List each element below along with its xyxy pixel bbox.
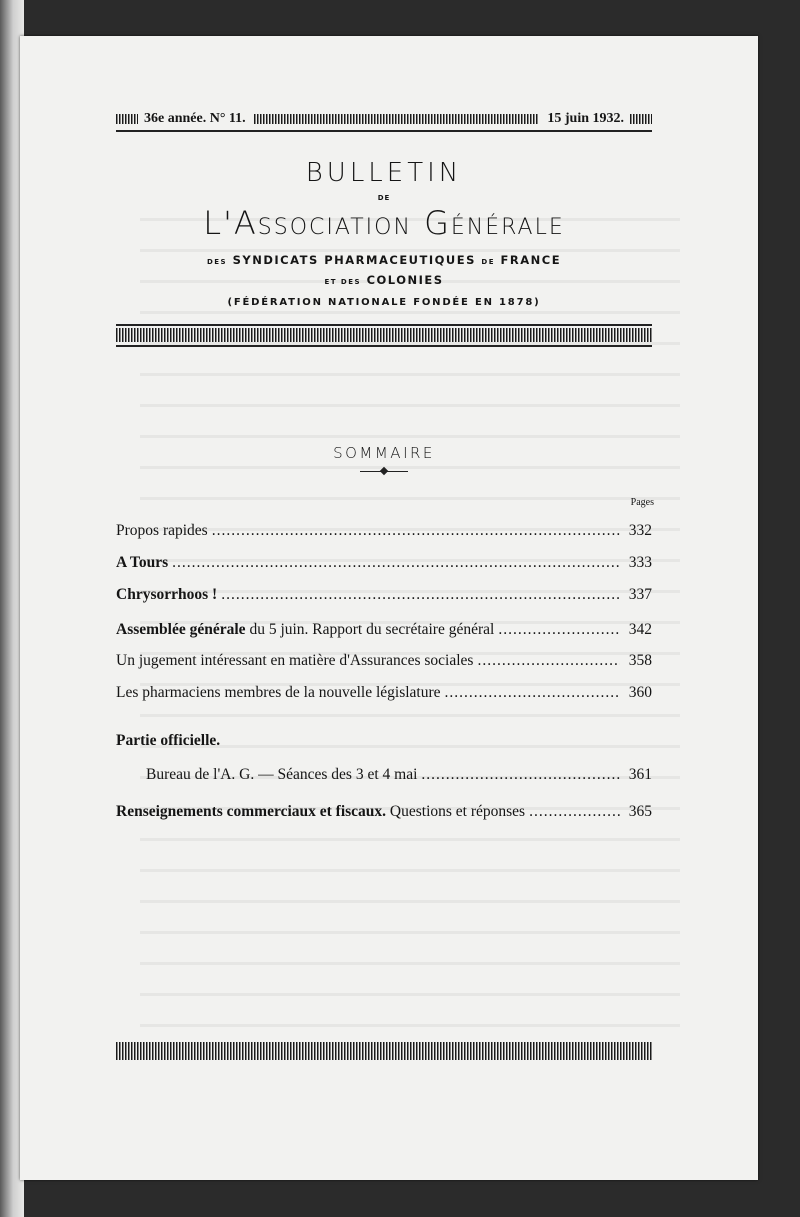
title-de: DE: [377, 194, 391, 202]
toc-entry-bold: A Tours: [116, 554, 169, 571]
toc-leader-dots: [529, 803, 620, 821]
toc-entry[interactable]: [116, 803, 652, 825]
toc-entry[interactable]: [116, 586, 652, 608]
title-france: FRANCE: [500, 253, 562, 267]
toc-entry-text: du 5 juin. Rapport du secrétaire général: [245, 621, 495, 638]
title-colonies-line: [116, 273, 652, 287]
title-federation: (FÉDÉRATION NATIONALE FONDÉE EN 1878): [227, 297, 541, 308]
toc-entry-bold: Partie officielle.: [116, 732, 221, 749]
toc-entry[interactable]: [116, 522, 652, 544]
decorative-bar-bottom: [116, 1042, 652, 1060]
header-bar-right: [630, 114, 652, 124]
title-bulletin: BULLETIN: [305, 158, 463, 188]
toc-entry[interactable]: [116, 684, 652, 706]
toc-entry-text: Questions et réponses: [386, 803, 526, 820]
toc-entry-text: Les pharmaciens membres de la nouvelle législature: [116, 684, 441, 701]
sommaire-heading: SOMMAIRE: [333, 444, 435, 462]
toc-leader-dots: [421, 766, 620, 784]
toc-page-number: 358: [628, 652, 652, 669]
toc-entry[interactable]: [116, 621, 652, 643]
title-rule: [116, 324, 652, 326]
pages-column-label: Pages: [630, 497, 654, 508]
toc-entry-text: Propos rapides: [116, 522, 208, 539]
toc-leader-dots: [221, 586, 620, 604]
title-syndicats-text: SYNDICATS PHARMACEUTIQUES: [232, 253, 476, 267]
title-colonies: COLONIES: [366, 273, 444, 287]
toc-page-number: 333: [628, 554, 652, 571]
title-des: DES: [206, 258, 228, 266]
toc-entry-text: Un jugement intéressant en matière d'Assurances sociales: [116, 652, 474, 669]
title-et-des: ET DES: [324, 278, 362, 286]
header-bar-left: [116, 114, 138, 124]
toc-page-number: 361: [628, 766, 652, 783]
issue-header: [116, 110, 652, 128]
decorative-bar-top: [116, 328, 652, 342]
toc-entry-bold: Renseignements commerciaux et fiscaux.: [116, 803, 387, 820]
toc-entry-text: Bureau de l'A. G. — Séances des 3 et 4 mai: [146, 766, 418, 783]
toc-leader-dots: [172, 554, 620, 572]
toc-page-number: 332: [628, 522, 652, 539]
header-bar-middle: [254, 114, 540, 124]
toc-page-number: 337: [628, 586, 652, 603]
issue-number: 36e année. N° 11.: [144, 111, 246, 126]
title-de-2: DE: [481, 258, 496, 266]
title-syndicats: [116, 253, 652, 267]
toc-leader-dots: [498, 621, 620, 639]
toc-section-heading[interactable]: [116, 732, 652, 754]
toc-page-number: 342: [628, 621, 652, 638]
toc-entry[interactable]: [116, 652, 652, 674]
toc-entry[interactable]: [146, 766, 652, 788]
toc-entry-bold: Assemblée générale: [116, 621, 246, 638]
toc-entry-bold: Chrysorrhoos !: [116, 586, 218, 603]
issue-date: 15 juin 1932.: [547, 111, 624, 126]
title-rule-bottom: [116, 345, 652, 347]
toc-leader-dots: [445, 684, 620, 702]
show-through-texture: [140, 196, 680, 1036]
header-rule: [116, 130, 652, 132]
ornament-divider: [360, 468, 408, 474]
toc-entry[interactable]: [116, 554, 652, 576]
toc-page-number: 365: [628, 803, 652, 820]
toc-leader-dots: [212, 522, 620, 540]
toc-leader-dots: [477, 652, 620, 670]
title-association: L'Association Générale: [203, 204, 565, 242]
toc-page-number: 360: [628, 684, 652, 701]
